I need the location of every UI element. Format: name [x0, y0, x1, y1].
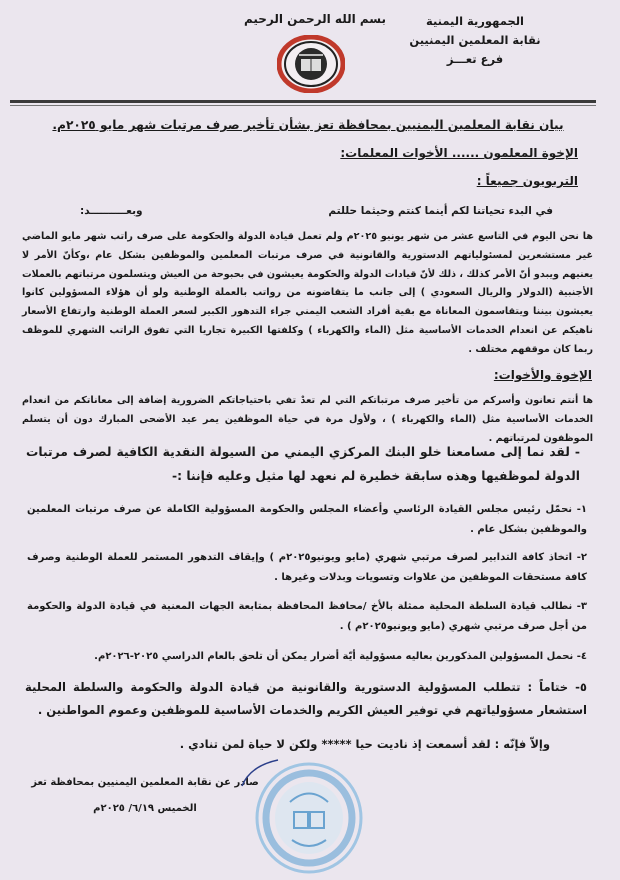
greeting-after: وبعــــــــــد: [80, 205, 143, 217]
salutation-educators: التربويون جميعاً : [476, 174, 578, 188]
greeting: في البدء تحياتنا لكم أينما كنتم وحيثما حللتم [328, 205, 553, 217]
statement-title: بيان نقابة المعلمين اليمنيين بمحافظة تعز بشأن تأخير صرف مرتبات شهر مايو ٢٠٢٥م. [52, 118, 564, 132]
demand-item-3: ٣- نطالب قيادة السلطة المحلية ممثلة بالأخ /محافظ المحافظة بمتابعة الجهات المعنية في قيادة الدولة والحكومة من أجل صرف مرتبي شهري (مايو ويونيو٢٠٢٥م ) . [27, 601, 587, 632]
signature-block [25, 770, 265, 822]
org-line-branch: فرع تعـــز [446, 52, 504, 66]
org-line-country: الجمهورية اليمنية [425, 14, 524, 28]
union-emblem-icon [277, 35, 345, 93]
closing-line: وإلاّ فإنّه : لقد أسمعت إذ ناديت حيا ***** ولكن لا حياة لمن تنادي . [179, 737, 550, 751]
header-divider [10, 100, 596, 103]
header-divider-thin [10, 105, 596, 106]
org-line-union: نقابة المعلمين اليمنيين [409, 33, 541, 47]
signature-stroke [240, 758, 280, 788]
demand-item-5: ٥- ختاماً : تتطلب المسؤولية الدستورية والقانونية من قيادة الدولة والحكومة والسلطة المحلية استشعار مسؤولياتهم في توفير العيش الكريم والخدمات الأساسية للموظفين وعموم المواطنين . [25, 680, 587, 717]
section-heading-brothers-sisters: الإخوة والأخوات: [493, 368, 592, 382]
bank-statement: - لقد نما إلى مسامعنا خلو البنك المركزي اليمني من السيولة النقدية الكافية لصرف مرتبات الدولة لموظفيها وهذه سابقة خطيرة لم نعهد لها مثيل وعليه فإننا :- [26, 445, 580, 483]
issuer-line: صادر عن نقابة المعلمين اليمنيين بمحافظة تعز [31, 777, 259, 788]
letterhead-org [400, 12, 550, 69]
demand-item-2: ٢- اتخاذ كافة التدابير لصرف مرتبي شهري (مايو ويونيو٢٠٢٥م ) وإيقاف التدهور المستمر للعملة الوطنية وصرف كافة مستحقات الموظفين من علاوات وتسويات وبدلات وغيرها . [27, 552, 587, 583]
issue-date: الخميس ٦/١٩/ ٢٠٢٥م [93, 803, 197, 814]
salutation-teachers: الإخوة المعلمون ...... الأخوات المعلمات: [340, 146, 578, 160]
basmala: بسم الله الرحمن الرحيم [243, 12, 387, 26]
demand-item-1: ١- نحمّل رئيس مجلس القيادة الرئاسي وأعضاء المجلس والحكومة المسؤولية الكاملة عن صرف مرتبات المعلمين والموظفين بشكل عام . [27, 504, 587, 535]
intro-paragraph: ها نحن اليوم في التاسع عشر من شهر يونيو ٢٠٢٥م ولم تعمل قيادة الدولة والحكومة على صرف راتب شهر مايو الماضي غير مستشعرين لمسئولياتهم الدستورية والقانونية في صرف مرتبات المعلمين والموظفين بشكل عام ،وكأنّ الأمر لا يعنيهم ويبدو أنّ الأمر كذلك ، ذلك لأنّ قيادات الدولة والحكومة يعيشون في بحبوحة من العيش ويتسلمون مرتباتهم بالعملات الأجنبية (الدولار والريال السعودي ) إلى جانب ما يتقاضونه من رواتب بالعملة الوطنية ولو أن هؤلاء المسؤولين كانوا يعيشون بيننا ويتقاسمون المعاناة مع بقية أفراد الشعب اليمني جراء التدهور الكبير لسعر العملة الوطنية وارتفاع الأسعار ناهيكم عن انعدام الخدمات الأساسية مثل (الماء والكهرباء ) وكلفتها الكبيرة تجاريا التي تفوق الراتب الشهري للموظف ربما كان موقفهم مختلف . [22, 231, 594, 355]
demand-item-4: ٤- نحمل المسؤولين المذكورين بعاليه مسؤولية أيّة أضرار يمكن أن تلحق بالعام الدراسي ٢٠٢٥-٢٠٢٦م. [94, 651, 587, 662]
section-paragraph: ها أنتم تعانون وأسركم من تأخير صرف مرتباتكم التي لم تعدْ تفي باحتياجاتكم الضرورية إضافة إلى معاناتكم من انعدام الخدمات الأساسية مثل (الماء والكهرباء ) ، ولأول مرة في حياة الموظفين يمر عيد الأضحى المبارك دون أن يتسلم الموظفون لمرتباتهم . [22, 395, 593, 444]
